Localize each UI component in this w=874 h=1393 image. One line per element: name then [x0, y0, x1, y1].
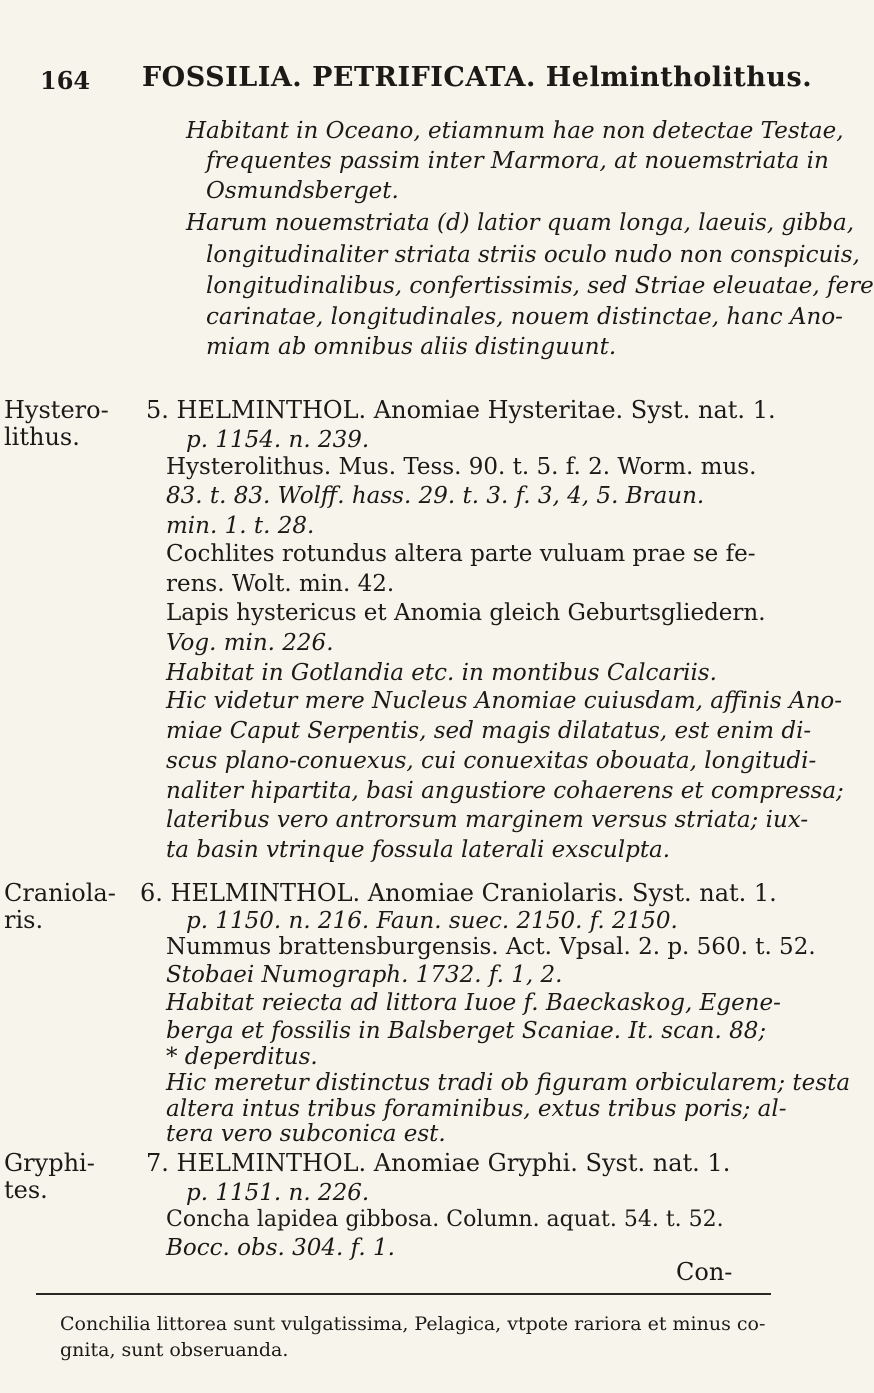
entry-line: miae Caput Serpentis, sed magis dilatatus, est enim di-	[166, 718, 812, 744]
entry-line: Habitat in Gotlandia etc. in montibus Calcariis.	[166, 660, 717, 686]
margin-label: Hystero-	[4, 396, 109, 424]
catchword: Con-	[676, 1258, 733, 1286]
entry-line: Stobaei Numograph. 1732. f. 1, 2.	[166, 962, 563, 988]
entry-line: tera vero subconica est.	[166, 1121, 446, 1147]
entry-line: Habitat reiecta ad littora Iuoe f. Baeckaskog, Egene-	[166, 990, 781, 1016]
entry-line: min. 1. t. 28.	[166, 513, 315, 539]
margin-label: tes.	[4, 1176, 48, 1204]
entry-line: Bocc. obs. 304. f. 1.	[166, 1235, 395, 1261]
margin-label: lithus.	[4, 423, 80, 451]
entry-line: Hysterolithus. Mus. Tess. 90. t. 5. f. 2. Worm. mus.	[166, 454, 757, 480]
entry-line: altera intus tribus foraminibus, extus tribus poris; al-	[166, 1096, 787, 1122]
entry-line: Cochlites rotundus altera parte vuluam prae se fe-	[166, 541, 756, 567]
page-number: 164	[40, 66, 91, 95]
entry-line: berga et fossilis in Balsberget Scaniae. It. scan. 88;	[166, 1018, 767, 1044]
margin-label: Gryphi-	[4, 1149, 95, 1177]
margin-label: ris.	[4, 906, 44, 934]
footnote-line: gnita, sunt obseruanda.	[60, 1339, 289, 1361]
entry-line: Lapis hystericus et Anomia gleich Geburtsgliedern.	[166, 600, 766, 626]
entry-line: naliter hipartita, basi angustiore cohaerens et compressa;	[166, 778, 844, 804]
entry-line: p. 1150. n. 216. Faun. suec. 2150. f. 2150.	[186, 908, 678, 934]
entry-line: Vog. min. 226.	[166, 630, 334, 656]
intro-line: Harum nouemstriata (d) latior quam longa, laeuis, gibba,	[186, 210, 855, 236]
entry-heading: 6. HELMINTHOL. Anomiae Craniolaris. Syst. nat. 1.	[140, 879, 777, 907]
entry-heading: 7. HELMINTHOL. Anomiae Gryphi. Syst. nat. 1.	[146, 1149, 731, 1177]
intro-line: carinatae, longitudinales, nouem distinctae, hanc Ano-	[206, 304, 843, 330]
entry-heading: 5. HELMINTHOL. Anomiae Hysteritae. Syst. nat. 1.	[146, 396, 776, 424]
page-header	[40, 58, 813, 98]
entry-line: * deperditus.	[166, 1044, 318, 1070]
intro-line: Osmundsberget.	[206, 178, 399, 204]
entry-line: Hic meretur distinctus tradi ob figuram orbicularem; testa	[166, 1070, 851, 1096]
intro-line: Habitant in Oceano, etiamnum hae non detectae Testae,	[186, 118, 844, 144]
intro-line: longitudinaliter striata striis oculo nudo non conspicuis,	[206, 242, 860, 268]
entry-line: p. 1154. n. 239.	[186, 427, 370, 453]
entry-line: lateribus vero antrorsum marginem versus striata; iux-	[166, 807, 809, 833]
footnote-line: Conchilia littorea sunt vulgatissima, Pelagica, vtpote rariora et minus co-	[60, 1313, 766, 1335]
entry-line: scus plano-conuexus, cui conuexitas obouata, longitudi-	[166, 748, 817, 774]
intro-line: frequentes passim inter Marmora, at nouemstriata in	[206, 148, 829, 174]
entry-line: rens. Wolt. min. 42.	[166, 571, 395, 597]
intro-line: longitudinalibus, confertissimis, sed Striae eleuatae, fere	[206, 273, 874, 299]
intro-line: miam ab omnibus aliis distinguunt.	[206, 334, 617, 360]
footnote-rule	[36, 1293, 771, 1295]
running-title: FOSSILIA. PETRIFICATA. Helmintholithus.	[142, 62, 813, 93]
entry-line: p. 1151. n. 226.	[186, 1180, 370, 1206]
margin-label: Craniola-	[4, 879, 116, 907]
entry-line: ta basin vtrinque fossula laterali exsculpta.	[166, 837, 671, 863]
entry-line: Concha lapidea gibbosa. Column. aquat. 54. t. 52.	[166, 1207, 724, 1232]
entry-line: Hic videtur mere Nucleus Anomiae cuiusdam, affinis Ano-	[166, 688, 842, 714]
entry-line: 83. t. 83. Wolff. hass. 29. t. 3. f. 3, 4, 5. Braun.	[166, 483, 705, 509]
entry-line: Nummus brattensburgensis. Act. Vpsal. 2. p. 560. t. 52.	[166, 934, 816, 960]
